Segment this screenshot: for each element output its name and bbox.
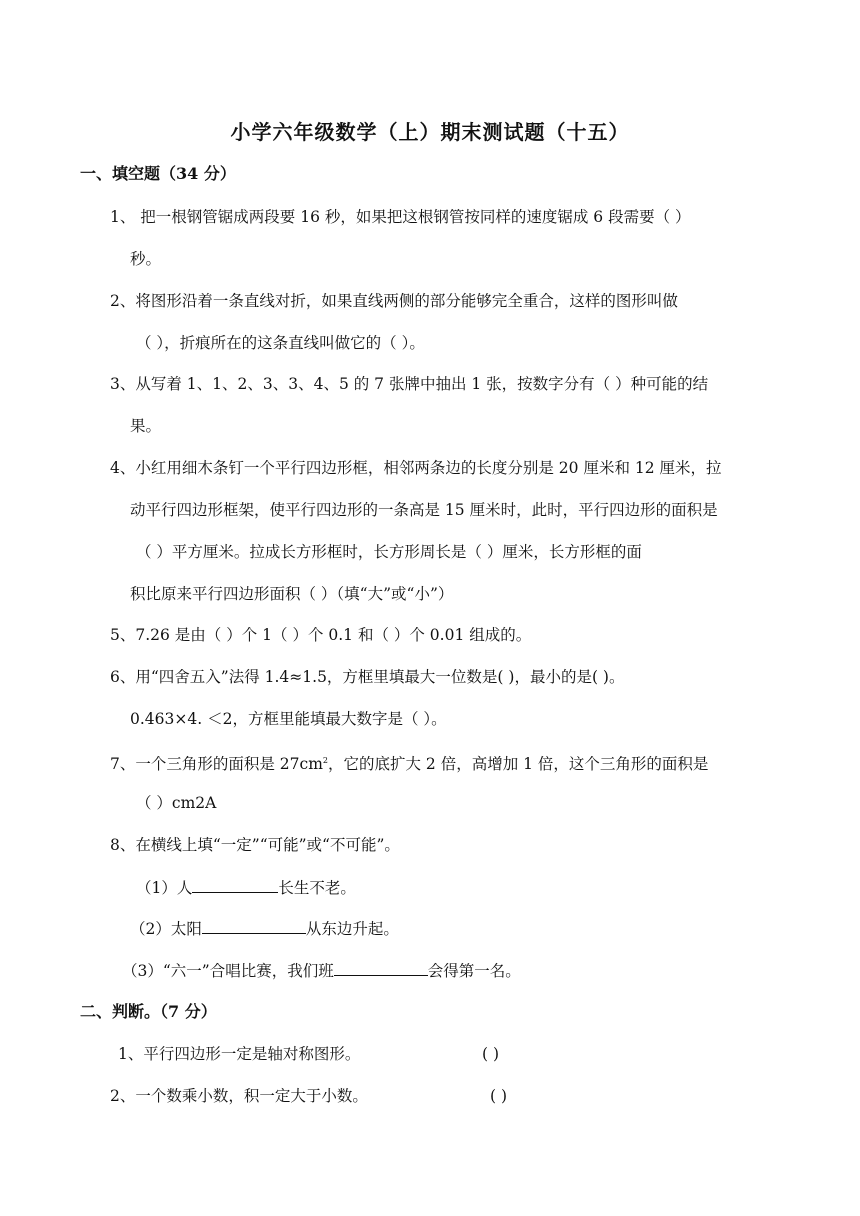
judge-1-paren[interactable]: ( ) xyxy=(482,1045,500,1063)
q8-line1: 8、在横线上填“一定”“可能”或“不可能”。 xyxy=(110,836,400,854)
q3-line2: 果。 xyxy=(130,417,162,435)
q2-line1: 2、将图形沿着一条直线对折，如果直线两侧的部分能够完全重合，这样的图形叫做 xyxy=(110,292,678,310)
q8-sub1-suffix: 长生不老。 xyxy=(278,879,356,897)
q7-superscript: 2 xyxy=(322,756,328,765)
q8-sub3 xyxy=(122,960,521,981)
q8-sub1-prefix: （1）人 xyxy=(136,879,193,897)
document-title: 小学六年级数学（上）期末测试题（十五） xyxy=(230,120,630,144)
q8-sub1 xyxy=(136,877,356,898)
section-1-heading: 一、填空题（34 分） xyxy=(80,164,236,183)
q1-line2: 秒。 xyxy=(130,250,162,268)
judge-1-text: 1、平行四边形一定是轴对称图形。 xyxy=(118,1045,361,1063)
section-2-heading: 二、判断。（7 分） xyxy=(80,1002,217,1021)
q7-line1 xyxy=(110,751,708,774)
q8-sub1-blank[interactable] xyxy=(192,877,278,893)
q4-line3: （ ）平方厘米。拉成长方形框时，长方形周长是（ ）厘米，长方形框的面 xyxy=(136,543,642,561)
q8-sub2 xyxy=(130,918,399,939)
q5-line1: 5、7.26 是由（ ）个 1（ ）个 0.1 和（ ）个 0.01 组成的。 xyxy=(110,626,532,644)
q6-line2: 0.463×4. ＜2，方框里能填最大数字是（ ）。 xyxy=(130,710,447,728)
q2-line2: （ ），折痕所在的这条直线叫做它的（ ）。 xyxy=(136,334,425,352)
judge-2-paren[interactable]: ( ) xyxy=(490,1087,508,1105)
q4-line4: 积比原来平行四边形面积（ ）（填“大”或“小”） xyxy=(130,585,454,603)
q4-line1: 4、小红用细木条钉一个平行四边形框，相邻两条边的长度分别是 20 厘米和 12 厘米，拉 xyxy=(110,459,722,477)
q8-sub2-prefix: （2）太阳 xyxy=(130,920,202,938)
q3-line1: 3、从写着 1、1、2、3、3、4、5 的 7 张牌中抽出 1 张，按数字分有（ ）种可能的结 xyxy=(110,375,709,393)
q7-line2: （ ）cm2A xyxy=(136,794,217,812)
judge-2-text: 2、一个数乘小数，积一定大于小数。 xyxy=(110,1087,368,1105)
q1-line1: 1、 把一根钢管锯成两段要 16 秒，如果把这根钢管按同样的速度锯成 6 段需要（ ） xyxy=(110,208,691,226)
q8-sub2-blank[interactable] xyxy=(202,918,306,934)
q8-sub3-suffix: 会得第一名。 xyxy=(427,962,521,980)
q6-line1: 6、用“四舍五入”法得 1.4≈1.5，方框里填最大一位数是( )，最小的是( )。 xyxy=(110,668,625,686)
q8-sub2-suffix: 从东边升起。 xyxy=(305,920,399,938)
q7-line1-part-a: 7、一个三角形的面积是 27cm xyxy=(110,755,323,774)
q8-sub3-blank[interactable] xyxy=(334,960,428,976)
q7-line1-part-b: ，它的底扩大 2 倍，高增加 1 倍，这个三角形的面积是 xyxy=(328,755,709,774)
q4-line2: 动平行四边形框架，使平行四边形的一条高是 15 厘米时，此时，平行四边形的面积是 xyxy=(130,501,718,519)
q8-sub3-prefix: （3）“六一”合唱比赛，我们班 xyxy=(122,962,334,980)
